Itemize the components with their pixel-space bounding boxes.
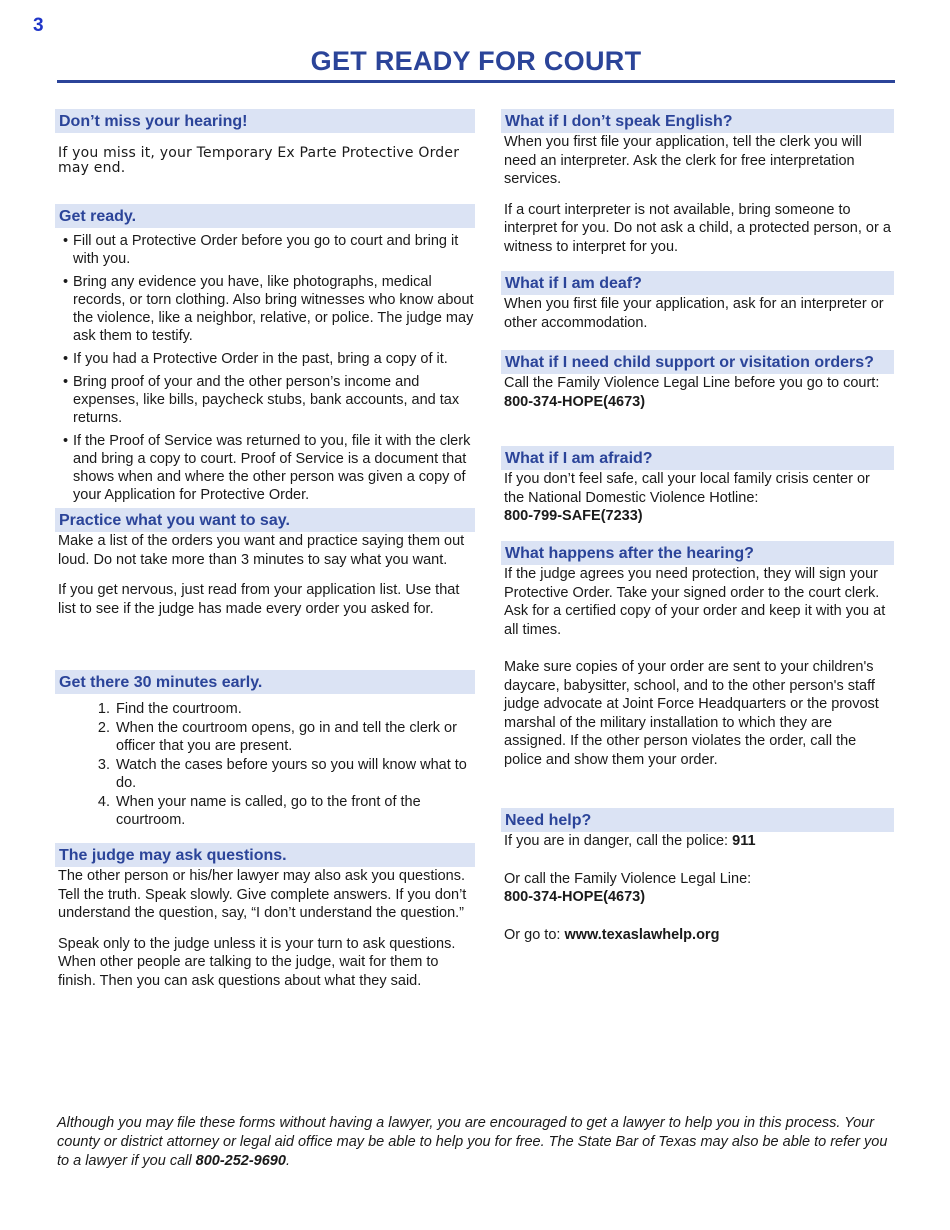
section-heading: Practice what you want to say. — [55, 508, 475, 532]
section-text: If you are in danger, call the police: 911 — [504, 833, 756, 849]
hotline-phone: 800-799-SAFE(7233) — [504, 508, 643, 524]
list-item: • Bring proof of your and the other person’s income and expenses, like bills, paycheck stubs, bank accounts, and tax returns. — [63, 374, 460, 426]
section-english — [501, 109, 894, 256]
section-judge — [55, 843, 475, 990]
list-item: 4. When your name is called, go to the front of the courtroom. — [114, 793, 475, 830]
list-item: • Fill out a Protective Order before you go to court and bring it with you. — [63, 233, 459, 267]
list-item: • Bring any evidence you have, like photographs, medical records, or torn clothing. Also bring witnesses who know about the violence, like a neighbor, relative, or police. The judge may ask them to testify. — [63, 274, 474, 344]
police-number: 911 — [732, 833, 756, 849]
section-heading: What if I am afraid? — [501, 446, 894, 470]
section-support — [501, 350, 894, 411]
numbered-list — [55, 700, 475, 830]
section-text: Call the Family Violence Legal Line before you go to court: 800-374-HOPE(4673) — [504, 375, 880, 410]
section-heading: Don’t miss your hearing! — [55, 109, 475, 133]
section-text: If you don’t feel safe, call your local family crisis center or the National Domestic Violence Hotline: — [504, 471, 870, 506]
section-text: The other person or his/her lawyer may also ask you questions. Tell the truth. Speak slowly. Give complete answers. If you don’t understand the question, say, “I don’t understand the question.” — [58, 868, 467, 921]
section-early — [55, 670, 475, 830]
section-text: If you miss it, your Temporary Ex Parte Protective Order may end. — [58, 145, 460, 176]
section-after — [501, 541, 894, 769]
section-heading: What happens after the hearing? — [501, 541, 894, 565]
legal-line-phone: 800-374-HOPE(4673) — [504, 889, 646, 905]
page-number: 3 — [33, 15, 44, 36]
list-item: 3. Watch the cases before yours so you will know what to do. — [114, 756, 475, 793]
section-heading: Need help? — [501, 808, 894, 832]
section-text: Make sure copies of your order are sent to your children's daycare, babysitter, school, and to the other person's staff judge advocate at Joint Force Headquarters or the provost marshal of the military installation to which they are assigned. If the other person violates the order, call the police and show them your order. — [504, 659, 879, 768]
section-heading: What if I need child support or visitation orders? — [501, 350, 894, 374]
section-text: When you first file your application, ask for an interpreter or other accommodation. — [504, 296, 884, 331]
section-heading: Get there 30 minutes early. — [55, 670, 475, 694]
section-help — [501, 808, 894, 944]
section-text: Speak only to the judge unless it is your turn to ask questions. When other people are talking to the judge, wait for them to finish. Then you can ask questions about what they said. — [58, 935, 456, 989]
section-practice — [55, 508, 475, 618]
footer-disclaimer: Although you may file these forms without having a lawyer, you are encouraged to get a lawyer to help you in this process. Your county or district attorney or legal aid office may be able to help you for free. The State Bar of Texas may also be able to refer you to a lawyer if you call 800-252-9690. — [57, 1115, 888, 1169]
section-text: Or go to: www.texaslawhelp.org — [504, 926, 720, 943]
section-text: Make a list of the orders you want and practice saying them out loud. Do not take more than 3 minutes to say what you want. — [58, 533, 465, 568]
list-item: • If you had a Protective Order in the past, bring a copy of it. — [63, 351, 448, 367]
list-item: 1. Find the courtroom. — [114, 700, 475, 719]
state-bar-phone: 800-252-9690 — [195, 1153, 286, 1169]
section-heading: The judge may ask questions. — [55, 843, 475, 867]
legal-line-phone: 800-374-HOPE(4673) — [504, 393, 646, 410]
list-item: • If the Proof of Service was returned to you, file it with the clerk and bring a copy to court. Proof of Service is a document that shows when and where the other person was given a copy of your Application for Protective Order. — [63, 433, 471, 503]
section-heading: What if I don’t speak English? — [501, 109, 894, 133]
list-item: 2. When the courtroom opens, go in and tell the clerk or officer that you are present. — [114, 719, 475, 756]
section-heading: What if I am deaf? — [501, 271, 894, 295]
section-text: If a court interpreter is not available, bring someone to interpret for you. Do not ask a child, a protected person, or a witness to interpret for you. — [504, 201, 891, 255]
section-text: If the judge agrees you need protection, they will sign your Protective Order. Take your signed order to the court clerk. Ask for a certified copy of your order and keep it with you at all times. — [504, 566, 886, 638]
bullet-list — [55, 232, 475, 504]
section-heading: Get ready. — [55, 204, 475, 228]
section-text: When you first file your application, tell the clerk you will need an interpreter. Ask the clerk for free interpretation services. — [504, 134, 862, 187]
title-divider — [57, 80, 895, 83]
website-link[interactable]: www.texaslawhelp.org — [564, 926, 720, 943]
section-get-ready — [55, 204, 475, 509]
page-title: GET READY FOR COURT — [310, 46, 642, 76]
section-text: If you get nervous, just read from your application list. Use that list to see if the judge has made every order you asked for. — [58, 582, 460, 617]
section-text: Or call the Family Violence Legal Line: — [504, 870, 752, 887]
section-hearing — [55, 109, 475, 176]
section-deaf — [501, 271, 894, 332]
section-afraid — [501, 446, 894, 526]
